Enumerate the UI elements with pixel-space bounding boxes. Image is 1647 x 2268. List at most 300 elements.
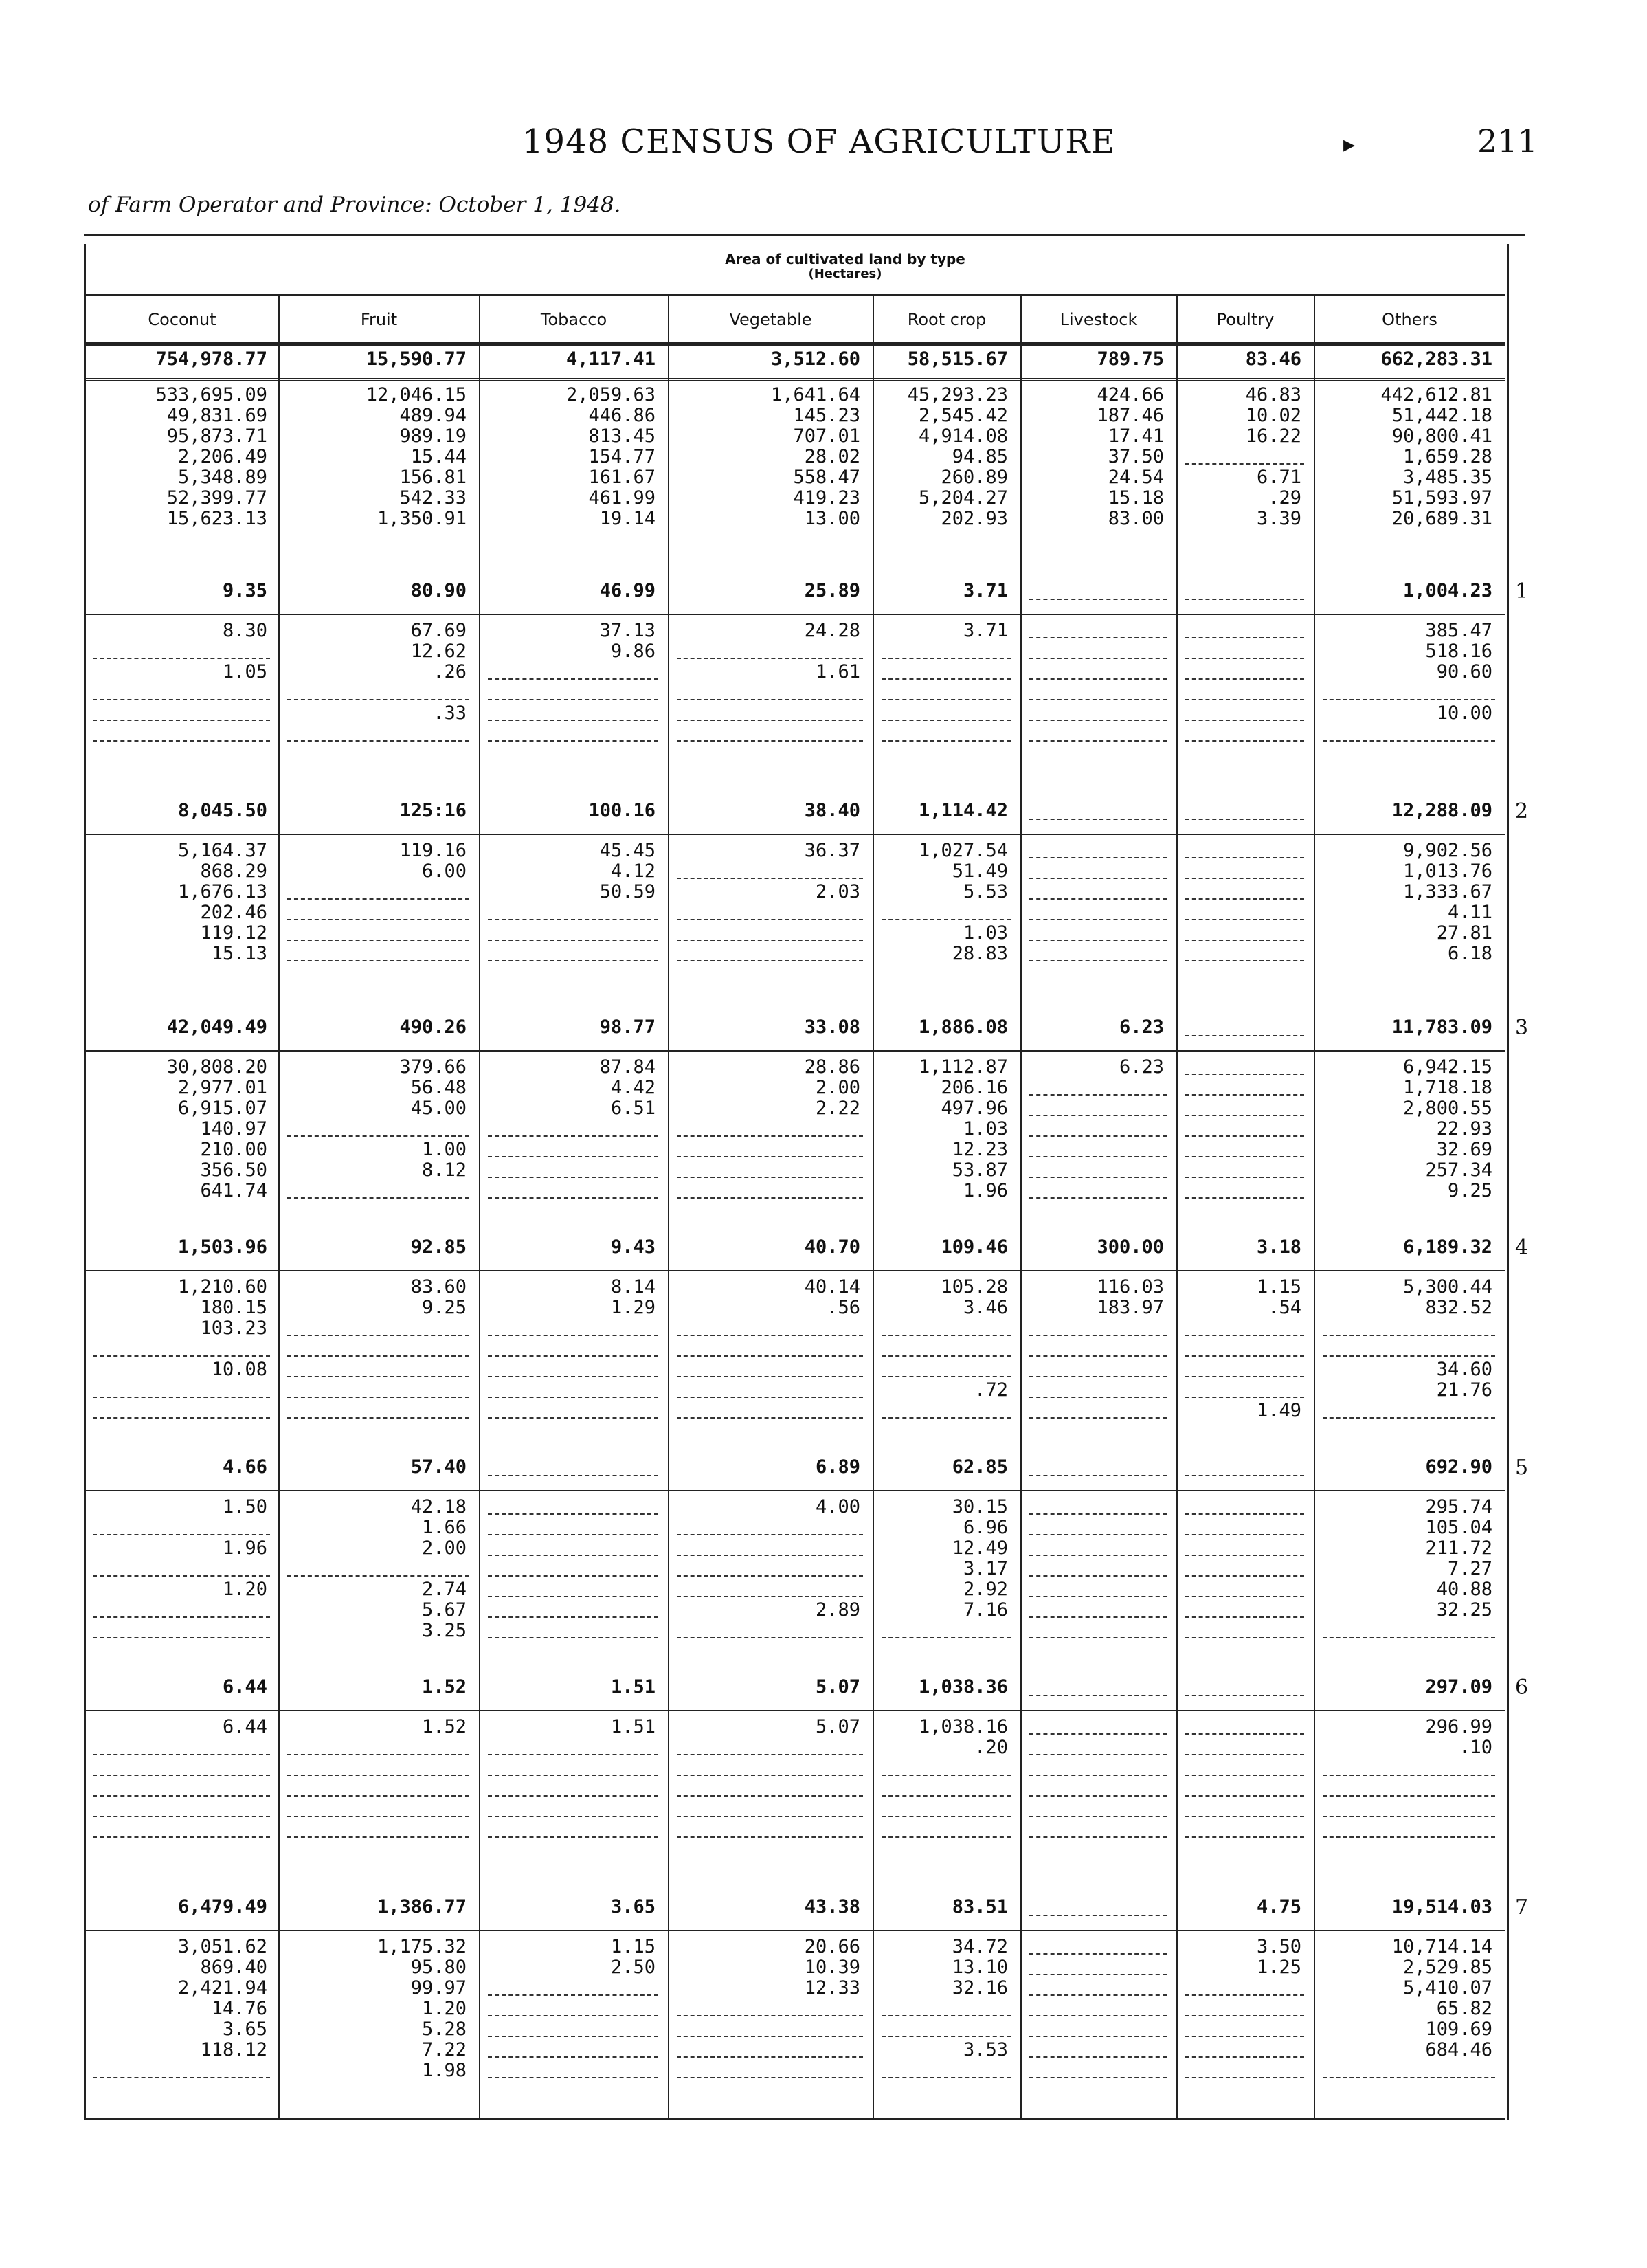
data-cell: 99.97	[410, 1977, 467, 1999]
data-cell: 56.48	[410, 1077, 467, 1098]
data-cell: 32.25	[1436, 1599, 1492, 1621]
total-cell: 33.08	[804, 1016, 860, 1038]
header-rule	[86, 294, 1505, 296]
empty-cell-leader	[1029, 1816, 1167, 1817]
total-cell: 1.51	[610, 1676, 656, 1698]
data-cell: 30,808.20	[166, 1056, 267, 1078]
data-cell: 3.71	[963, 620, 1008, 641]
data-cell: 296.99	[1425, 1716, 1492, 1737]
data-cell: 22.93	[1436, 1118, 1492, 1139]
data-cell: 90.60	[1436, 661, 1492, 682]
empty-cell-leader	[488, 1397, 658, 1398]
data-cell: 489.94	[399, 405, 467, 426]
empty-cell-leader	[488, 1534, 658, 1535]
province-number: 5	[1515, 1456, 1529, 1480]
empty-cell-leader	[1185, 599, 1304, 600]
empty-cell-leader	[1185, 1754, 1304, 1755]
data-cell: 154.77	[588, 446, 656, 467]
empty-cell-leader	[93, 1637, 270, 1638]
empty-cell-leader	[287, 960, 469, 961]
empty-cell-leader	[1185, 1475, 1304, 1476]
column-header: Coconut	[148, 310, 216, 329]
data-cell: 6.71	[1256, 467, 1301, 488]
data-cell: 21.76	[1436, 1379, 1492, 1401]
data-cell: 2.03	[815, 881, 860, 902]
data-cell: 15.44	[410, 446, 467, 467]
data-cell: 1.00	[421, 1139, 467, 1160]
data-cell: 28.86	[804, 1056, 860, 1078]
empty-cell-leader	[488, 1836, 658, 1838]
empty-cell-leader	[287, 1135, 469, 1137]
data-cell: 52,399.77	[166, 487, 267, 509]
empty-cell-leader	[1029, 1754, 1167, 1755]
data-cell: 49,831.69	[166, 405, 267, 426]
data-cell: 2,529.85	[1402, 1957, 1492, 1978]
empty-cell-leader	[1185, 1177, 1304, 1178]
data-cell: 3.65	[222, 2019, 267, 2040]
total-cell: 5.07	[815, 1676, 860, 1698]
empty-cell-leader	[677, 2015, 863, 2016]
empty-cell-leader	[1185, 699, 1304, 700]
empty-cell-leader	[677, 1177, 863, 1178]
empty-cell-leader	[882, 1836, 1011, 1838]
total-cell: 1,386.77	[377, 1896, 467, 1917]
total-cell: 98.77	[599, 1016, 656, 1038]
data-cell: 1,112.87	[918, 1056, 1008, 1078]
data-cell: 7.22	[421, 2039, 467, 2060]
empty-cell-leader	[677, 1596, 863, 1597]
empty-cell-leader	[488, 919, 658, 920]
data-cell: 3,485.35	[1402, 467, 1492, 488]
data-cell: 95.80	[410, 1957, 467, 1978]
empty-cell-leader	[1029, 1417, 1167, 1419]
empty-cell-leader	[488, 2056, 658, 2058]
data-cell: 1.29	[610, 1297, 656, 1318]
empty-cell-leader	[287, 919, 469, 920]
data-cell: 118.12	[200, 2039, 267, 2060]
data-cell: 32.69	[1436, 1139, 1492, 1160]
data-cell: 6.18	[1447, 943, 1492, 964]
data-cell: 1.66	[421, 1517, 467, 1538]
empty-cell-leader	[1029, 1637, 1167, 1638]
data-cell: 1.96	[963, 1180, 1008, 1201]
empty-cell-leader	[488, 1376, 658, 1377]
data-cell: 558.47	[793, 467, 860, 488]
total-cell: 8,045.50	[177, 800, 267, 821]
empty-cell-leader	[677, 1816, 863, 1817]
data-cell: 1,013.76	[1402, 860, 1492, 882]
empty-cell-leader	[1185, 898, 1304, 900]
empty-cell-leader	[1185, 1596, 1304, 1597]
data-cell: 1.20	[421, 1998, 467, 2019]
total-cell: 1,004.23	[1402, 580, 1492, 601]
empty-cell-leader	[488, 1156, 658, 1157]
data-cell: 1.51	[610, 1716, 656, 1737]
data-cell: 119.16	[399, 840, 467, 861]
total-cell: 662,283.31	[1380, 348, 1492, 370]
table-spanner-heading	[522, 252, 1168, 282]
data-cell: .26	[433, 661, 467, 682]
empty-cell-leader	[1029, 878, 1167, 879]
empty-cell-leader	[93, 1355, 270, 1357]
empty-cell-leader	[1323, 1355, 1495, 1357]
data-cell: 6.51	[610, 1098, 656, 1119]
empty-cell-leader	[1185, 1074, 1304, 1075]
total-cell: 1,503.96	[177, 1236, 267, 1258]
total-cell: 1,038.36	[918, 1676, 1008, 1698]
data-cell: 2.89	[815, 1599, 860, 1621]
empty-cell-leader	[1029, 1197, 1167, 1199]
empty-cell-leader	[488, 1575, 658, 1577]
data-cell: 4,914.08	[918, 425, 1008, 447]
data-cell: 707.01	[793, 425, 860, 447]
empty-cell-leader	[1029, 1575, 1167, 1577]
data-cell: 17.41	[1108, 425, 1164, 447]
data-cell: 260.89	[941, 467, 1008, 488]
data-cell: 5.28	[421, 2019, 467, 2040]
data-cell: 12.23	[952, 1139, 1008, 1160]
empty-cell-leader	[1185, 1816, 1304, 1817]
total-cell: 83.46	[1245, 348, 1301, 370]
data-cell: 13.10	[952, 1957, 1008, 1978]
empty-cell-leader	[1323, 1335, 1495, 1336]
empty-cell-leader	[677, 1795, 863, 1797]
data-cell: 379.66	[399, 1056, 467, 1078]
empty-cell-leader	[677, 1135, 863, 1137]
data-cell: 9.25	[421, 1297, 467, 1318]
empty-cell-leader	[1185, 678, 1304, 680]
empty-cell-leader	[287, 1335, 469, 1336]
data-cell: 424.66	[1097, 384, 1164, 405]
data-cell: 109.69	[1425, 2019, 1492, 2040]
data-cell: 83.00	[1108, 508, 1164, 529]
data-cell: 5,164.37	[177, 840, 267, 861]
data-cell: 34.72	[952, 1936, 1008, 1957]
empty-cell-leader	[488, 1177, 658, 1178]
data-cell: 37.50	[1108, 446, 1164, 467]
empty-cell-leader	[1029, 1555, 1167, 1556]
column-separator	[278, 296, 280, 2120]
empty-cell-leader	[1029, 1397, 1167, 1398]
data-cell: 6.00	[421, 860, 467, 882]
empty-cell-leader	[1029, 1513, 1167, 1515]
province-number: 6	[1515, 1676, 1529, 1700]
data-cell: 6,915.07	[177, 1098, 267, 1119]
data-cell: 103.23	[200, 1318, 267, 1339]
data-cell: 257.34	[1425, 1159, 1492, 1181]
empty-cell-leader	[287, 1575, 469, 1577]
province-number: 1	[1515, 579, 1529, 603]
data-cell: 15,623.13	[166, 508, 267, 529]
data-cell: 5.53	[963, 881, 1008, 902]
empty-cell-leader	[1185, 1156, 1304, 1157]
data-cell: 1,175.32	[377, 1936, 467, 1957]
empty-cell-leader	[93, 1616, 270, 1618]
total-cell: 15,590.77	[366, 348, 467, 370]
data-cell: 105.28	[941, 1276, 1008, 1298]
total-cell: 789.75	[1097, 348, 1164, 370]
empty-cell-leader	[677, 2056, 863, 2058]
data-cell: 45,293.23	[907, 384, 1008, 405]
empty-cell-leader	[1185, 1795, 1304, 1797]
empty-cell-leader	[1185, 1994, 1304, 1996]
empty-cell-leader	[488, 960, 658, 961]
data-cell: 37.13	[599, 620, 656, 641]
total-cell: 12,288.09	[1391, 800, 1492, 821]
empty-cell-leader	[1185, 1775, 1304, 1776]
empty-cell-leader	[488, 1335, 658, 1336]
header-bottom-rule	[86, 342, 1505, 346]
province-rule	[86, 1710, 1505, 1711]
data-cell: 641.74	[200, 1180, 267, 1201]
empty-cell-leader	[287, 940, 469, 941]
page-title: 1948 CENSUS OF AGRICULTURE	[522, 122, 1116, 161]
empty-cell-leader	[677, 1376, 863, 1377]
top-rule	[84, 234, 1525, 236]
data-cell: 8.14	[610, 1276, 656, 1298]
empty-cell-leader	[677, 1555, 863, 1556]
empty-cell-leader	[1029, 1156, 1167, 1157]
data-cell: 1,333.67	[1402, 881, 1492, 902]
data-cell: 10.02	[1245, 405, 1301, 426]
data-cell: 4.00	[815, 1496, 860, 1517]
empty-cell-leader	[287, 1754, 469, 1755]
empty-cell-leader	[488, 1616, 658, 1618]
page-number: 211	[1477, 122, 1538, 159]
data-cell: 5.67	[421, 1599, 467, 1621]
empty-cell-leader	[93, 1417, 270, 1419]
total-cell: 6,189.32	[1402, 1236, 1492, 1258]
data-cell: 4.12	[610, 860, 656, 882]
data-cell: 30.15	[952, 1496, 1008, 1517]
total-cell: 6.44	[222, 1676, 267, 1698]
empty-cell-leader	[1029, 1994, 1167, 1996]
empty-cell-leader	[1029, 940, 1167, 941]
data-cell: 32.16	[952, 1977, 1008, 1999]
empty-cell-leader	[287, 1197, 469, 1199]
pointer-mark-icon: ▸	[1343, 131, 1356, 158]
empty-cell-leader	[488, 1197, 658, 1199]
data-cell: 385.47	[1425, 620, 1492, 641]
empty-cell-leader	[488, 1637, 658, 1638]
data-cell: 10.39	[804, 1957, 860, 1978]
empty-cell-leader	[287, 898, 469, 900]
data-cell: 2,206.49	[177, 446, 267, 467]
empty-cell-leader	[1029, 1733, 1167, 1735]
data-cell: 67.69	[410, 620, 467, 641]
data-cell: 1.61	[815, 661, 860, 682]
data-cell: 3.50	[1256, 1936, 1301, 1957]
empty-cell-leader	[93, 2077, 270, 2078]
empty-cell-leader	[882, 1417, 1011, 1419]
empty-cell-leader	[488, 1417, 658, 1419]
data-cell: .54	[1268, 1297, 1301, 1318]
data-cell: 5,204.27	[918, 487, 1008, 509]
data-cell: 27.81	[1436, 922, 1492, 944]
total-cell: 62.85	[952, 1456, 1008, 1478]
data-cell: 8.30	[222, 620, 267, 641]
empty-cell-leader	[488, 940, 658, 941]
empty-cell-leader	[93, 1816, 270, 1817]
data-cell: 42.18	[410, 1496, 467, 1517]
data-cell: 2.50	[610, 1957, 656, 1978]
empty-cell-leader	[1029, 720, 1167, 721]
empty-cell-leader	[1029, 1475, 1167, 1476]
data-cell: 1.25	[1256, 1957, 1301, 1978]
empty-cell-leader	[1185, 637, 1304, 638]
data-cell: 356.50	[200, 1159, 267, 1181]
empty-cell-leader	[677, 2077, 863, 2078]
empty-cell-leader	[1029, 1915, 1167, 1916]
empty-cell-leader	[677, 1156, 863, 1157]
empty-cell-leader	[1185, 1397, 1304, 1398]
data-cell: 3.25	[421, 1620, 467, 1641]
empty-cell-leader	[1029, 740, 1167, 742]
data-cell: 45.00	[410, 1098, 467, 1119]
empty-cell-leader	[677, 2036, 863, 2037]
empty-cell-leader	[1323, 1836, 1495, 1838]
empty-cell-leader	[882, 1355, 1011, 1357]
empty-cell-leader	[677, 1335, 863, 1336]
data-cell: 1,718.18	[1402, 1077, 1492, 1098]
data-cell: 9,902.56	[1402, 840, 1492, 861]
empty-cell-leader	[1185, 819, 1304, 820]
total-cell: 40.70	[804, 1236, 860, 1258]
data-cell: 28.02	[804, 446, 860, 467]
empty-cell-leader	[1029, 658, 1167, 659]
data-cell: 1.50	[222, 1496, 267, 1517]
empty-cell-leader	[882, 699, 1011, 700]
empty-cell-leader	[93, 1397, 270, 1398]
column-header: Livestock	[1060, 310, 1138, 329]
data-cell: 9.25	[1447, 1180, 1492, 1201]
data-cell: 180.15	[200, 1297, 267, 1318]
data-cell: 1,641.64	[770, 384, 860, 405]
data-cell: 813.45	[588, 425, 656, 447]
empty-cell-leader	[882, 1637, 1011, 1638]
data-cell: 156.81	[399, 467, 467, 488]
column-separator	[873, 296, 874, 2120]
empty-cell-leader	[882, 1335, 1011, 1336]
empty-cell-leader	[93, 1775, 270, 1776]
data-cell: 2,421.94	[177, 1977, 267, 1999]
data-cell: 2.74	[421, 1579, 467, 1600]
data-cell: 19.14	[599, 508, 656, 529]
data-cell: 2.22	[815, 1098, 860, 1119]
empty-cell-leader	[1323, 1795, 1495, 1797]
total-cell: 19,514.03	[1391, 1896, 1492, 1917]
empty-cell-leader	[488, 1555, 658, 1556]
data-cell: 1.52	[421, 1716, 467, 1737]
data-cell: 87.84	[599, 1056, 656, 1078]
bottom-rule	[86, 2118, 1505, 2120]
empty-cell-leader	[677, 720, 863, 721]
empty-cell-leader	[1185, 1355, 1304, 1357]
empty-cell-leader	[287, 1376, 469, 1377]
data-cell: 6.23	[1119, 1056, 1164, 1078]
empty-cell-leader	[1029, 1115, 1167, 1116]
empty-cell-leader	[488, 1994, 658, 1996]
empty-cell-leader	[677, 1417, 863, 1419]
data-cell: 1,659.28	[1402, 446, 1492, 467]
data-cell: 10.08	[211, 1359, 267, 1380]
total-cell: 43.38	[804, 1896, 860, 1917]
empty-cell-leader	[1185, 1555, 1304, 1556]
data-cell: 6.44	[222, 1716, 267, 1737]
empty-cell-leader	[1029, 1695, 1167, 1696]
empty-cell-leader	[1323, 1417, 1495, 1419]
data-cell: 5,348.89	[177, 467, 267, 488]
empty-cell-leader	[1185, 1616, 1304, 1618]
total-cell: 92.85	[410, 1236, 467, 1258]
empty-cell-leader	[1185, 2036, 1304, 2037]
empty-cell-leader	[1029, 1974, 1167, 1975]
empty-cell-leader	[677, 740, 863, 742]
empty-cell-leader	[1185, 940, 1304, 941]
data-cell: 187.46	[1097, 405, 1164, 426]
empty-cell-leader	[1029, 898, 1167, 900]
data-cell: 95,873.71	[166, 425, 267, 447]
empty-cell-leader	[882, 1795, 1011, 1797]
column-header: Root crop	[907, 310, 987, 329]
empty-cell-leader	[1185, 2056, 1304, 2058]
total-cell: 754,978.77	[155, 348, 267, 370]
data-cell: 36.37	[804, 840, 860, 861]
total-cell: 58,515.67	[907, 348, 1008, 370]
total-cell: 4,117.41	[565, 348, 656, 370]
data-cell: 28.83	[952, 943, 1008, 964]
province-number: 2	[1515, 799, 1529, 823]
total-cell: 9.43	[610, 1236, 656, 1258]
empty-cell-leader	[1185, 1733, 1304, 1735]
data-cell: 7.16	[963, 1599, 1008, 1621]
data-cell: 20.66	[804, 1936, 860, 1957]
data-cell: 2,545.42	[918, 405, 1008, 426]
empty-cell-leader	[1185, 1035, 1304, 1036]
empty-cell-leader	[1029, 699, 1167, 700]
column-separator	[1176, 296, 1178, 2120]
data-cell: .29	[1268, 487, 1301, 509]
data-cell: 16.22	[1245, 425, 1301, 447]
empty-cell-leader	[1323, 1775, 1495, 1776]
empty-cell-leader	[1185, 1135, 1304, 1137]
empty-cell-leader	[488, 1135, 658, 1137]
data-cell: 140.97	[200, 1118, 267, 1139]
empty-cell-leader	[488, 2036, 658, 2037]
data-cell: 497.96	[941, 1098, 1008, 1119]
empty-cell-leader	[1185, 857, 1304, 858]
empty-cell-leader	[287, 699, 469, 700]
data-cell: 14.76	[211, 1998, 267, 2019]
data-cell: 183.97	[1097, 1297, 1164, 1318]
data-cell: 518.16	[1425, 641, 1492, 662]
empty-cell-leader	[1185, 1197, 1304, 1199]
empty-cell-leader	[1029, 819, 1167, 820]
empty-cell-leader	[1029, 857, 1167, 858]
data-cell: 1,038.16	[918, 1716, 1008, 1737]
data-cell: 1.49	[1256, 1400, 1301, 1421]
data-cell: 542.33	[399, 487, 467, 509]
empty-cell-leader	[93, 1534, 270, 1535]
empty-cell-leader	[1029, 1335, 1167, 1336]
empty-cell-leader	[677, 1197, 863, 1199]
empty-cell-leader	[287, 1775, 469, 1776]
data-cell: 6.96	[963, 1517, 1008, 1538]
empty-cell-leader	[93, 658, 270, 659]
data-cell: 15.18	[1108, 487, 1164, 509]
empty-cell-leader	[1185, 1094, 1304, 1096]
column-separator	[668, 296, 669, 2120]
